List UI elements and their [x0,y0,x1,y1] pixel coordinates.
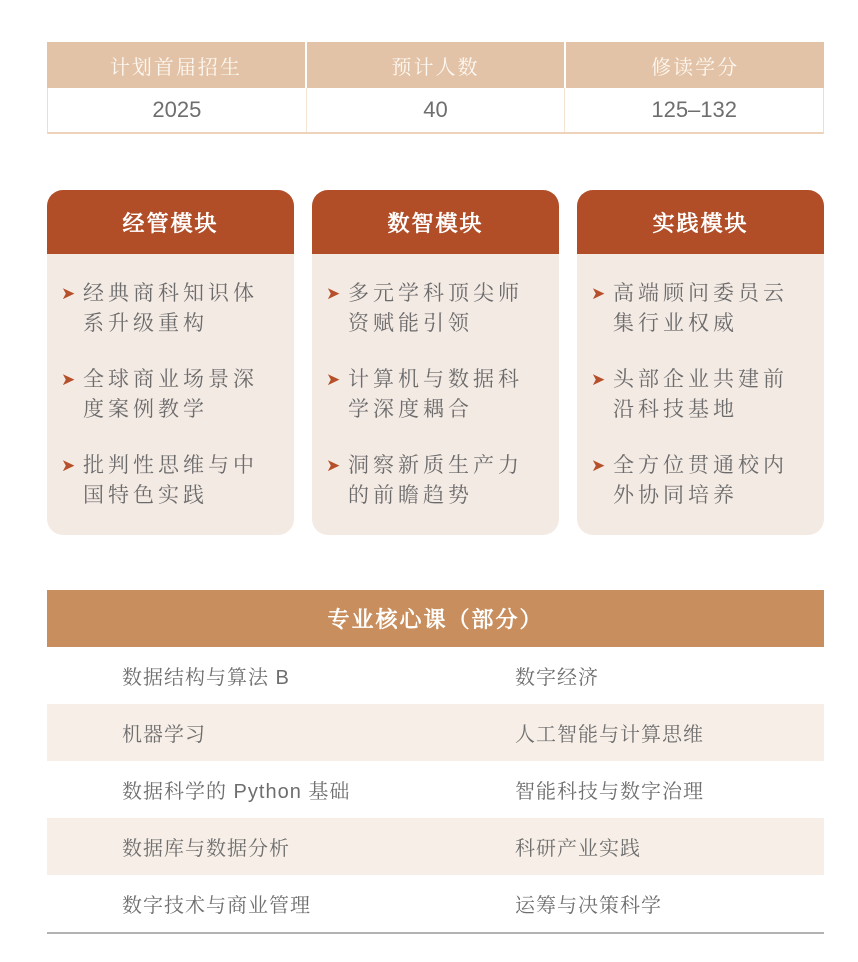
list-item [61,451,284,511]
table-row [47,761,824,818]
list-item [591,451,814,511]
list-item [326,279,549,339]
card-practice-module-title: 实践模块 [577,190,824,254]
stats-value-credits: 125–132 [564,88,823,132]
table-row [47,704,824,761]
stats-header-credits: 修读学分 [564,42,824,88]
list-item [591,365,814,425]
stats-header-expected-number: 预计人数 [305,42,565,88]
bullet-text: 全方位贯通校内外协同培养 [613,454,788,507]
card-digital-module-body [312,254,559,535]
course-name: 科研产业实践 [515,838,641,860]
stats-header-first-enrollment: 计划首届招生 [109,56,242,79]
list-item [61,365,284,425]
stats-header-row [47,42,824,88]
bullet-text: 全球商业场景深度案例教学 [83,368,258,421]
course-name: 数字经济 [515,667,599,689]
arrow-bullet-icon: ➤ [326,370,341,389]
card-practice-module-body [577,254,824,535]
stats-value-row [47,88,824,134]
stats-table [47,42,824,134]
arrow-bullet-icon: ➤ [61,284,76,303]
arrow-bullet-icon: ➤ [326,284,341,303]
list-item [326,365,549,425]
card-business-module-body [47,254,294,535]
list-item [326,451,549,511]
course-name: 机器学习 [122,724,206,746]
course-name: 运筹与决策科学 [515,895,662,917]
course-name: 数字技术与商业管理 [122,895,311,917]
bullet-text: 洞察新质生产力的前瞻趋势 [348,454,523,507]
course-name: 数据库与数据分析 [122,838,290,860]
table-row [47,818,824,875]
module-cards [47,190,824,535]
course-name: 数据结构与算法 B [122,667,290,689]
card-digital-module [312,190,559,535]
bullet-text: 高端顾问委员云集行业权威 [613,282,788,335]
table-row [47,647,824,704]
arrow-bullet-icon: ➤ [591,370,606,389]
card-business-module-title: 经管模块 [47,190,294,254]
arrow-bullet-icon: ➤ [591,456,606,475]
list-item [61,279,284,339]
card-practice-module [577,190,824,535]
list-item [591,279,814,339]
bullet-text: 批判性思维与中国特色实践 [83,454,258,507]
arrow-bullet-icon: ➤ [326,456,341,475]
card-business-module [47,190,294,535]
arrow-bullet-icon: ➤ [61,370,76,389]
arrow-bullet-icon: ➤ [61,456,76,475]
bullet-text: 头部企业共建前沿科技基地 [613,368,788,421]
arrow-bullet-icon: ➤ [591,284,606,303]
bullet-text: 经典商科知识体系升级重构 [83,282,258,335]
bullet-text: 多元学科顶尖师资赋能引领 [348,282,523,335]
course-name: 智能科技与数字治理 [515,781,704,803]
course-name: 数据科学的 Python 基础 [122,781,351,803]
core-courses-table [47,590,824,934]
table-row [47,875,824,932]
stats-value-expected-number: 40 [306,88,565,132]
course-name: 人工智能与计算思维 [515,724,704,746]
core-courses-title: 专业核心课（部分） [47,590,824,647]
stats-value-first-enrollment: 2025 [152,97,202,122]
card-digital-module-title: 数智模块 [312,190,559,254]
bullet-text: 计算机与数据科学深度耦合 [348,368,523,421]
